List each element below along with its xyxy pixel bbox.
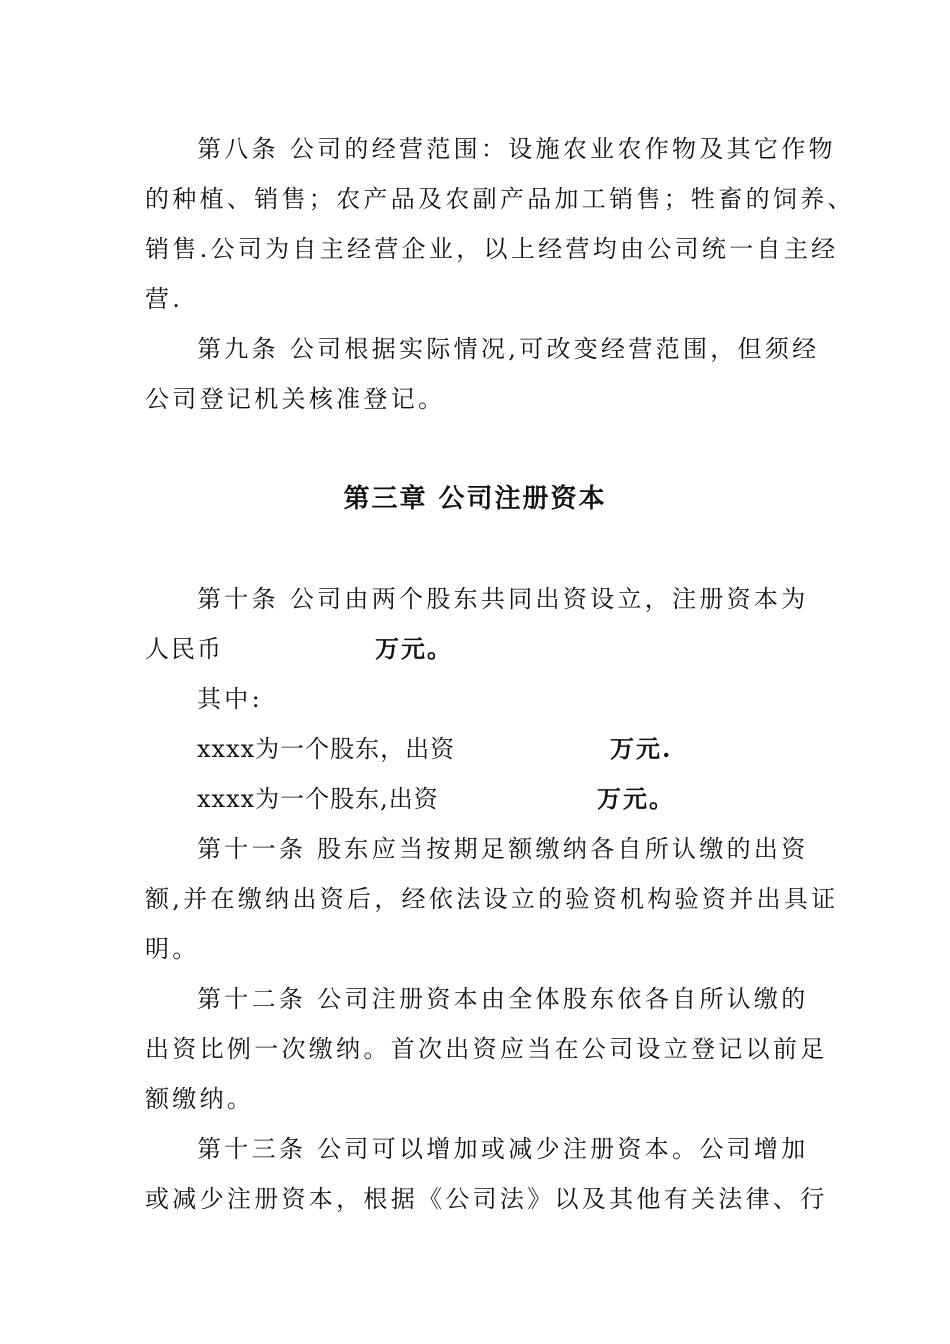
chapter-title: 第三章 公司注册资本 xyxy=(343,484,607,514)
shareholder-1-contribution: xxxx为一个股东，出资 xyxy=(197,735,456,763)
article-8-line-3: 销售.公司为自主经营企业，以上经营均由公司统一自主经 xyxy=(145,235,839,263)
article-13-line-1: 第十三条 公司可以增加或减少注册资本。公司增加 xyxy=(197,1135,809,1163)
article-12-line-1: 第十二条 公司注册资本由全体股东依各自所认缴的 xyxy=(197,985,809,1013)
article-11-line-1: 第十一条 股东应当按期足额缴纳各自所认缴的出资 xyxy=(197,835,809,863)
article-10-currency-label: 人民币 xyxy=(145,635,223,663)
article-10-line-1: 第十条 公司由两个股东共同出资设立，注册资本为 xyxy=(197,585,809,613)
article-12-line-2: 出资比例一次缴纳。首次出资应当在公司设立登记以前足 xyxy=(145,1035,828,1063)
article-8-line-4: 营. xyxy=(145,285,184,313)
shareholder-1-amount-unit: 万元. xyxy=(610,734,673,763)
article-11-line-2: 额,并在缴纳出资后，经依法设立的验资机构验资并出具证 xyxy=(145,885,839,913)
article-10-capital-amount-unit: 万元。 xyxy=(375,634,453,663)
article-13-line-2: 或减少注册资本，根据《公司法》以及其他有关法律、行 xyxy=(145,1185,828,1213)
article-9-line-1: 第九条 公司根据实际情况,可改变经营范围，但须经 xyxy=(197,335,820,363)
article-9-line-2: 公司登记机关核准登记。 xyxy=(145,385,446,413)
shareholder-2-amount-unit: 万元。 xyxy=(597,784,675,813)
article-8-line-1: 第八条 公司的经营范围：设施农业农作物及其它作物 xyxy=(197,135,836,163)
article-11-line-3: 明。 xyxy=(145,935,200,963)
article-10-breakdown-label: 其中: xyxy=(197,685,263,713)
article-12-line-3: 额缴纳。 xyxy=(145,1085,255,1113)
shareholder-2-contribution: xxxx为一个股东,出资 xyxy=(197,785,439,813)
article-8-line-2: 的种植、销售；农产品及农副产品加工销售；牲畜的饲养、 xyxy=(145,185,855,213)
